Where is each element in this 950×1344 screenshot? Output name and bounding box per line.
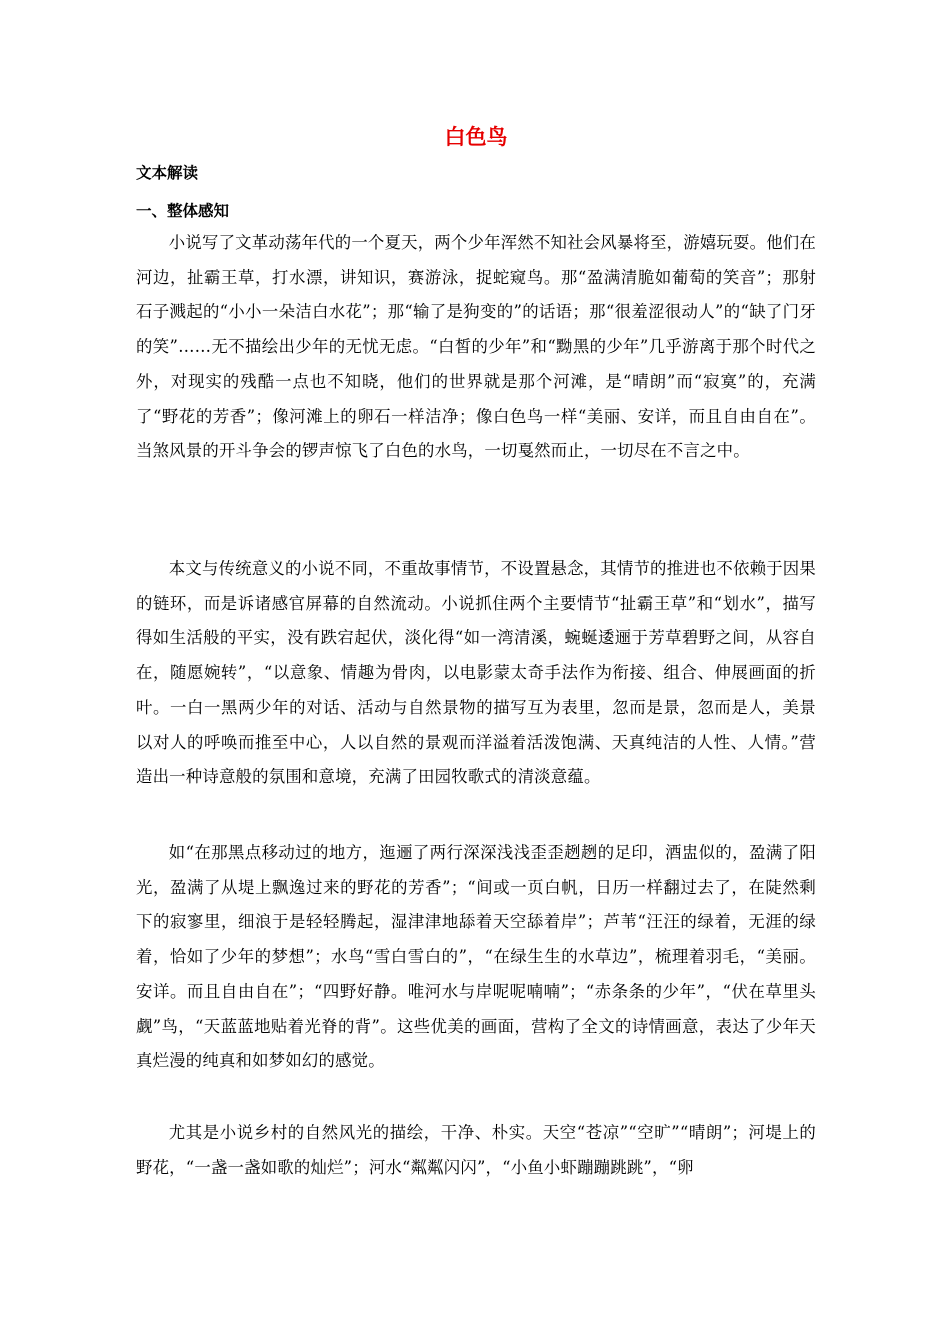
section-heading: 文本解读 — [136, 164, 199, 182]
document-title: 白色鸟 — [444, 125, 508, 149]
paragraph-2: 本文与传统意义的小说不同，不重故事情节，不设置悬念，其情节的推进也不依赖于因果的链环，而是诉诸感官屏幕的自然流动。小说抓住两个主要情节“扯霸王草”和“划水”，描写得如生活般的平实，没有跌宕起伏，淡化得“如一湾清溪，蜿蜒逶逦于芳草碧野之间，从容自在，随愿婉转”，“以意象、情趣为骨肉，以电影蒙太奇手法作为衔接、组合、伸展画面的折叶。一白一黑两少年的对话、活动与自然景物的描写互为表里，忽而是景，忽而是人，美景以对人的呼唤而推至中心，人以自然的景观而洋溢着活泼饱满、天真纯洁的人性、人情。”营造出一种诗意般的氛围和意境，充满了田园牧歌式的清淡意蕴。 — [136, 559, 816, 787]
paragraph-1: 小说写了文革动荡年代的一个夏天，两个少年浑然不知社会风暴将至，游嬉玩耍。他们在河边，扯霸王草，打水漂，讲知识，赛游泳，捉蛇窥鸟。那“盈满清脆如葡萄的笑音”；那射石子溅起的“小小一朵洁白水花”；那“输了是狗变的”的话语；那“很羞涩很动人”的“缺了门牙的笑”……无不描绘出少年的无忧无虑。“白皙的少年”和“黝黑的少年”几乎游离于那个时代之外，对现实的残酷一点也不知晓，他们的世界就是那个河滩，是“晴朗”而“寂寞”的，充满了“野花的芳香”；像河滩上的卵石一样洁净；像白色鸟一样“美丽、安详，而且自由自在”。当煞风景的开斗争会的锣声惊飞了白色的水鸟，一切戛然而止，一切尽在不言之中。 — [136, 233, 816, 461]
subsection-heading: 一、整体感知 — [136, 202, 230, 220]
paragraph-4: 尤其是小说乡村的自然风光的描绘，干净、朴实。天空“苍凉”“空旷”“晴朗”；河堤上的野花，“一盏一盏如歌的灿烂”；河水“粼粼闪闪”，“小鱼小虾蹦蹦跳跳”，“卵 — [136, 1123, 816, 1177]
paragraph-3: 如“在那黑点移动过的地方，迤逦了两行深深浅浅歪歪趔趔的足印，酒盅似的，盈满了阳光，盈满了从堤上飘逸过来的野花的芳香”；“间或一页白帆，日历一样翻过去了，在陡然剩下的寂寥里，细浪于是轻轻腾起，湿津津地舔着天空舔着岸”；芦苇“汪汪的绿着，无涯的绿着，恰如了少年的梦想”；水鸟“雪白雪白的”，“在绿生生的水草边”，梳理着羽毛，“美丽。安详。而且自由自在”；“四野好静。唯河水与岸呢呢喃喃”；“赤条条的少年”，“伏在草里头觑”鸟，“天蓝蓝地贴着光脊的背”。这些优美的画面，营构了全文的诗情画意，表达了少年天真烂漫的纯真和如梦如幻的感觉。 — [136, 843, 816, 1071]
